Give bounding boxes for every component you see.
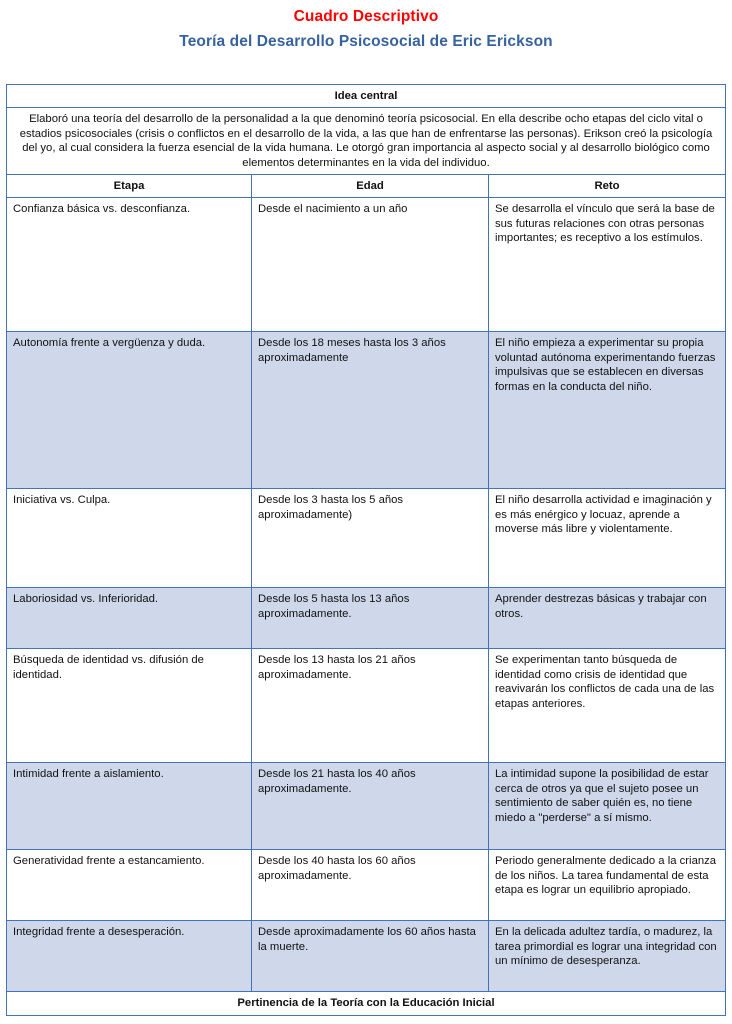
cell-edad: Desde los 40 hasta los 60 años aproximadamente. bbox=[252, 850, 489, 921]
column-header-etapa: Etapa bbox=[7, 175, 252, 198]
idea-central-heading-row bbox=[7, 85, 726, 108]
idea-central-heading: Idea central bbox=[7, 85, 726, 108]
cell-edad: Desde el nacimiento a un año bbox=[252, 198, 489, 332]
cell-reto: El niño empieza a experimentar su propia voluntad autónoma experimentando fuerzas impulsivas que se establecen en diversas formas en la conducta del niño. bbox=[489, 332, 726, 489]
footer-heading: Pertinencia de la Teoría con la Educación Inicial bbox=[7, 992, 726, 1015]
cell-edad: Desde aproximadamente los 60 años hasta la muerte. bbox=[252, 921, 489, 992]
cell-etapa: Confianza básica vs. desconfianza. bbox=[7, 198, 252, 332]
table-row bbox=[7, 588, 726, 649]
column-header-edad: Edad bbox=[252, 175, 489, 198]
cell-reto: Aprender destrezas básicas y trabajar con otros. bbox=[489, 588, 726, 649]
cuadro-descriptivo-table-wrap bbox=[6, 84, 725, 1016]
cell-edad: Desde los 5 hasta los 13 años aproximadamente. bbox=[252, 588, 489, 649]
table-row bbox=[7, 489, 726, 588]
cell-edad: Desde los 21 hasta los 40 años aproximadamente. bbox=[252, 763, 489, 850]
page-title: Cuadro Descriptivo bbox=[293, 8, 439, 25]
table-row bbox=[7, 850, 726, 921]
cell-reto: En la delicada adultez tardía, o madurez, la tarea primordial es lograr una integridad con un mínimo de desesperanza. bbox=[489, 921, 726, 992]
cell-reto: El niño desarrolla actividad e imaginación y es más enérgico y locuaz, aprende a moverse más libre y violentamente. bbox=[489, 489, 726, 588]
cell-reto: Se experimentan tanto búsqueda de identidad como crisis de identidad que reavivarán los conflictos de cada una de las etapas anteriores. bbox=[489, 649, 726, 763]
cell-reto: Se desarrolla el vínculo que será la base de sus futuras relaciones con otras personas importantes; es receptivo a los estímulos. bbox=[489, 198, 726, 332]
page-subtitle: Teoría del Desarrollo Psicosocial de Eric Erickson bbox=[179, 33, 553, 50]
cuadro-descriptivo-table bbox=[6, 84, 726, 1016]
idea-central-body-row bbox=[7, 108, 726, 175]
table-row bbox=[7, 763, 726, 850]
cell-edad: Desde los 13 hasta los 21 años aproximadamente. bbox=[252, 649, 489, 763]
cell-etapa: Iniciativa vs. Culpa. bbox=[7, 489, 252, 588]
document-titles bbox=[0, 0, 732, 53]
footer-banner-row bbox=[7, 992, 726, 1015]
table-header-row bbox=[7, 175, 726, 198]
cell-etapa: Intimidad frente a aislamiento. bbox=[7, 763, 252, 850]
cell-edad: Desde los 3 hasta los 5 años aproximadamente) bbox=[252, 489, 489, 588]
table-body bbox=[7, 85, 726, 1016]
cell-etapa: Laboriosidad vs. Inferioridad. bbox=[7, 588, 252, 649]
cell-reto: La intimidad supone la posibilidad de estar cerca de otros ya que el sujeto posee un sentimiento de saber quién es, no tiene miedo a "perderse" a sí mismo. bbox=[489, 763, 726, 850]
cell-etapa: Integridad frente a desesperación. bbox=[7, 921, 252, 992]
cell-reto: Periodo generalmente dedicado a la crianza de los niños. La tarea fundamental de esta etapa es lograr un equilibrio apropiado. bbox=[489, 850, 726, 921]
cell-etapa: Búsqueda de identidad vs. difusión de identidad. bbox=[7, 649, 252, 763]
cell-etapa: Generatividad frente a estancamiento. bbox=[7, 850, 252, 921]
cell-etapa: Autonomía frente a vergüenza y duda. bbox=[7, 332, 252, 489]
table-row bbox=[7, 921, 726, 992]
column-header-reto: Reto bbox=[489, 175, 726, 198]
table-row bbox=[7, 198, 726, 332]
idea-central-body: Elaboró una teoría del desarrollo de la personalidad a la que denominó teoría psicosocial. En ella describe ocho etapas del ciclo vital o estadios psicosociales (crisis o conflictos en el desarrollo de la vida, a las que han de enfrentarse las personas). Erikson creó la psicología del yo, al cual considera la fuerza esencial de la vida humana. Le otorgó gran importancia al aspecto social y al desarrollo biológico como elementos determinantes en la vida del individuo. bbox=[7, 108, 726, 175]
table-row bbox=[7, 332, 726, 489]
table-row bbox=[7, 649, 726, 763]
cell-edad: Desde los 18 meses hasta los 3 años aproximadamente bbox=[252, 332, 489, 489]
